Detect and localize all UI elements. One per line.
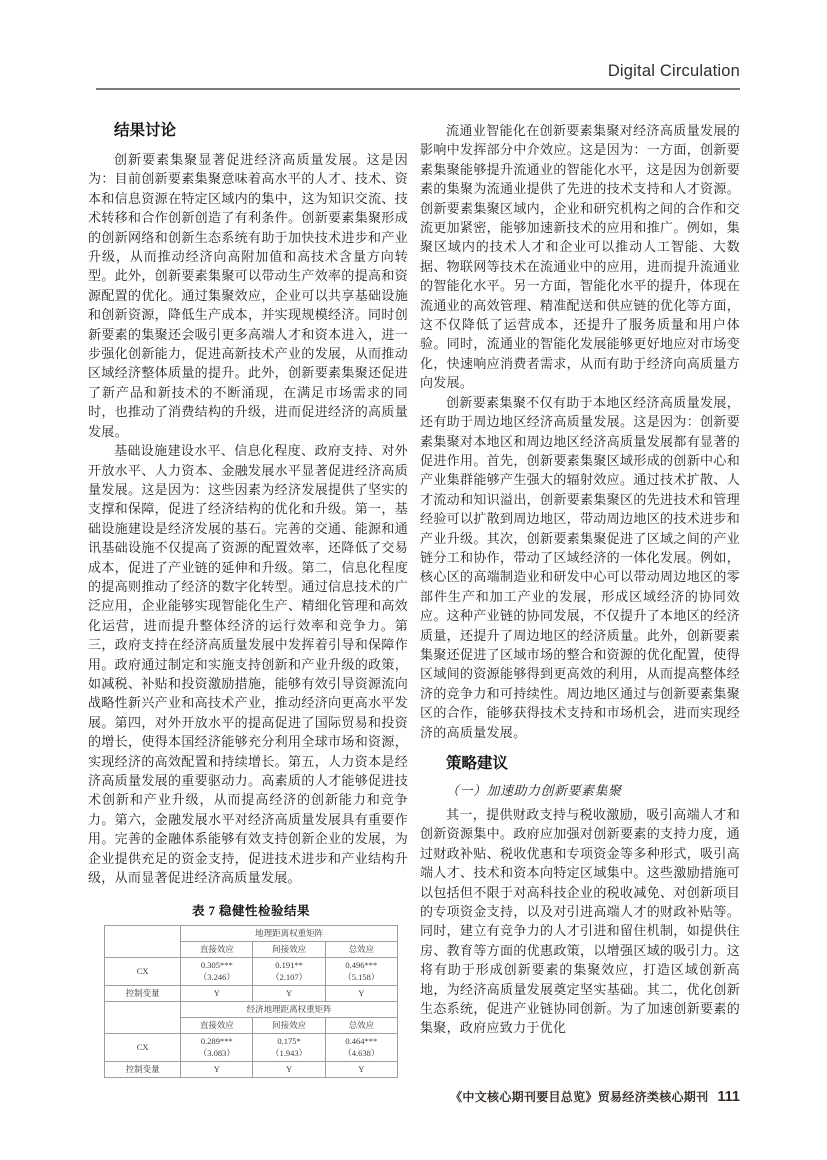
page-footer [88, 1088, 740, 1106]
table-cell-empty [105, 926, 181, 958]
value-cell: Y [181, 1062, 253, 1078]
robustness-table [104, 925, 398, 1078]
table-row [105, 1034, 398, 1062]
paragraph: 创新要素集聚显著促进经济高质量发展。这是因为：目前创新要素集聚意味着高水平的人才、技术、资本和信息资源在特定区域内的集中，这为知识交流、技术转移和合作创新创造了有利条件。创新要素集聚形成的创新网络和创新生态系统有助于加快技术进步和产业升级，从而推动经济向高附加值和高技术含量方向转型。此外，创新要素集聚可以带动生产效率的提高和资源配置的优化。通过集聚效应，企业可以共享基础设施和创新资源，降低生产成本，并实现规模经济。同时创新要素的集聚还会吸引更多高端人才和资本进入，进一步强化创新能力，促进高新技术产业的发展，从而推动区域经济整体质量的提升。此外，创新要素集聚还促进了新产品和新技术的不断涌现，在满足市场需求的同时，也推动了消费结构的升级，进而促进经济的高质量发展。 [88, 152, 408, 439]
strategy-subheading: （一）加速助力创新要素集聚 [446, 783, 622, 798]
coefficient: 0.496*** [345, 960, 378, 971]
paragraph: 创新要素集聚不仅有助于本地区经济高质量发展，还有助于周边地区经济高质量发展。这是因为：创新要素集聚对本地区和周边地区经济高质量发展都有显著的促进作用。首先，创新要素集聚区域形成的创新中心和产业集群能够产生强大的辐射效应。通过技术扩散、人才流动和知识溢出，创新要素集聚区的先进技术和管理经验可以扩散到周边地区，带动周边地区的技术进步和产业升级。其次，创新要素集聚促进了区域之间的产业链分工和协作，带动了区域经济的一体化发展。例如，核心区的高端制造业和研发中心可以带动周边地区的零部件生产和加工产业的发展，形成区域经济的协同效应。这种产业链的协同发展，不仅提升了本地区的经济质量，还提升了周边地区的经济质量。此外，创新要素集聚还促进了区域市场的整合和资源的优化配置，使得区域间的资源能够得到更高效的利用，从而提高整体经济的竞争力和可持续性。周边地区通过与创新要素集聚区的合作，能够获得技术支持和市场机会，进而实现经济的高质量发展。 [420, 394, 740, 740]
row-label-cell: 控制变量 [105, 1062, 181, 1078]
t-statistic: （1.943） [271, 1047, 308, 1058]
t-statistic: （2.107） [271, 971, 308, 982]
table-row [105, 926, 398, 942]
paragraph: 其一，提供财政支持与税收激励，吸引高端人才和创新资源集中。政府应加强对创新要素的支持力度，通过财政补贴、税收优惠和专项资金等多种形式，吸引高端人才、技术和资本向特定区域集中。这些激励措施可以包括但不限于对高科技企业的税收减免、对创新项目的专项资金支持，以及对引进高端人才的财政补贴等。同时，建立有竞争力的人才引进和留住机制，如提供住房、教育等方面的优惠政策，以增强区域的吸引力。这将有助于形成创新要素的集聚效应，打造区域创新高地，为经济高质量发展奠定坚实基础。其二，优化创新生态系统，促进产业链协同创新。为了加速创新要素的集聚，政府应致力于优化 [420, 807, 740, 1036]
table-row [105, 1062, 398, 1078]
row-label-cell: 控制变量 [105, 986, 181, 1002]
coefficient: 0.191** [275, 960, 303, 971]
value-cell: Y [325, 1062, 397, 1078]
col-header-cell: 总效应 [325, 942, 397, 958]
coefficient: 0.305*** [200, 960, 233, 971]
table-row [105, 1002, 398, 1018]
table-title: 表 7 稳健性检验结果 [191, 904, 310, 919]
value-cell: Y [325, 986, 397, 1002]
value-cell [325, 1034, 397, 1062]
table-cell-empty [105, 1002, 181, 1034]
paragraph: 流通业智能化在创新要素集聚对经济高质量发展的影响中发挥部分中介效应。这是因为：一方面，创新要素集聚能够提升流通业的智能化水平，这是因为创新要素的集聚为流通业提供了先进的技术支持和人才资源。创新要素集聚区域内，企业和研究机构之间的合作和交流更加紧密，能够加速新技术的应用和推广。例如，集聚区域内的技术人才和企业可以推动人工智能、大数据、物联网等技术在流通业中的应用，进而提升流通业的智能化水平。另一方面，智能化水平的提升，体现在流通业的高效管理、精准配送和供应链的优化等方面，这不仅降低了运营成本，还提升了服务质量和用户体验。同时，流通业的智能化发展能够更好地应对市场变化，快速响应消费者需求，从而有助于经济向高质量方向发展。 [420, 123, 740, 391]
col-header-cell: 直接效应 [181, 1018, 253, 1034]
value-cell [253, 1034, 325, 1062]
coefficient: 0.464*** [345, 1036, 378, 1047]
col-header-cell: 总效应 [325, 1018, 397, 1034]
t-statistic: （4.638） [343, 1047, 380, 1058]
col-header-cell: 间接效应 [253, 942, 325, 958]
row-label-cell: CX [105, 958, 181, 986]
t-statistic: （3.246） [198, 971, 235, 982]
coefficient: 0.289*** [200, 1036, 233, 1047]
col-header-cell: 间接效应 [253, 1018, 325, 1034]
t-statistic: （3.083） [198, 1047, 235, 1058]
coefficient: 0.175* [277, 1036, 301, 1047]
t-statistic: （5.158） [343, 971, 380, 982]
paragraph: 基础设施建设水平、信息化程度、政府支持、对外开放水平、人力资本、金融发展水平显著促进经济高质量发展。这是因为：这些因素为经济发展提供了坚实的支撑和保障，促进了经济结构的优化和升级。第一，基础设施建设是经济发展的基石。完善的交通、能源和通讯基础设施不仅提高了资源的配置效率，还降低了交易成本，促进了产业链的延伸和升级。第二，信息化程度的提高则推动了经济的数字化转型。通过信息技术的广泛应用，企业能够实现智能化生产、精细化管理和高效化运营，进而提升整体经济的运行效率和竞争力。第三，政府支持在经济高质量发展中发挥着引导和保障作用。政府通过制定和实施支持创新和产业升级的政策，如减税、补贴和投资激励措施，能够有效引导资源流向战略性新兴产业和高技术产业，推动经济向更高水平发展。第四，对外开放水平的提高促进了国际贸易和投资的增长，使得本国经济能够充分利用全球市场和资源，实现经济的高效配置和持续增长。第五，人力资本是经济高质量发展的重要驱动力。高素质的人才能够促进技术创新和产业升级，从而提高经济的创新能力和竞争力。第六，金融发展水平对经济高质量发展具有重要作用。完善的金融体系能够有效支持创新企业的发展，为企业提供充足的资金支持，促进技术进步和产业结构升级，从而显著促进经济高质量发展。 [88, 443, 408, 886]
row-label-cell: CX [105, 1034, 181, 1062]
value-cell [253, 958, 325, 986]
matrix-header-cell: 经济地理距离权重矩阵 [181, 1002, 398, 1018]
page-number: 111 [717, 1089, 740, 1105]
value-cell: Y [253, 1062, 325, 1078]
value-cell: Y [253, 986, 325, 1002]
page-body [88, 121, 740, 1078]
value-cell [181, 1034, 253, 1062]
col-header-cell: 直接效应 [181, 942, 253, 958]
value-cell [181, 958, 253, 986]
section-heading-strategy: 策略建议 [446, 755, 509, 772]
table-row [105, 986, 398, 1002]
value-cell [325, 958, 397, 986]
robustness-table-block [104, 901, 398, 1078]
column-left [88, 121, 408, 1078]
journal-info: 《中文核心期刊要目总览》贸易经济类核心期刊 [450, 1090, 709, 1104]
matrix-header-cell: 地理距离权重矩阵 [181, 926, 398, 942]
column-right [420, 121, 740, 1078]
section-heading-results: 结果讨论 [114, 122, 177, 139]
running-head: Digital Circulation [607, 62, 740, 80]
header-rule [96, 88, 740, 90]
table-row [105, 958, 398, 986]
value-cell: Y [181, 986, 253, 1002]
